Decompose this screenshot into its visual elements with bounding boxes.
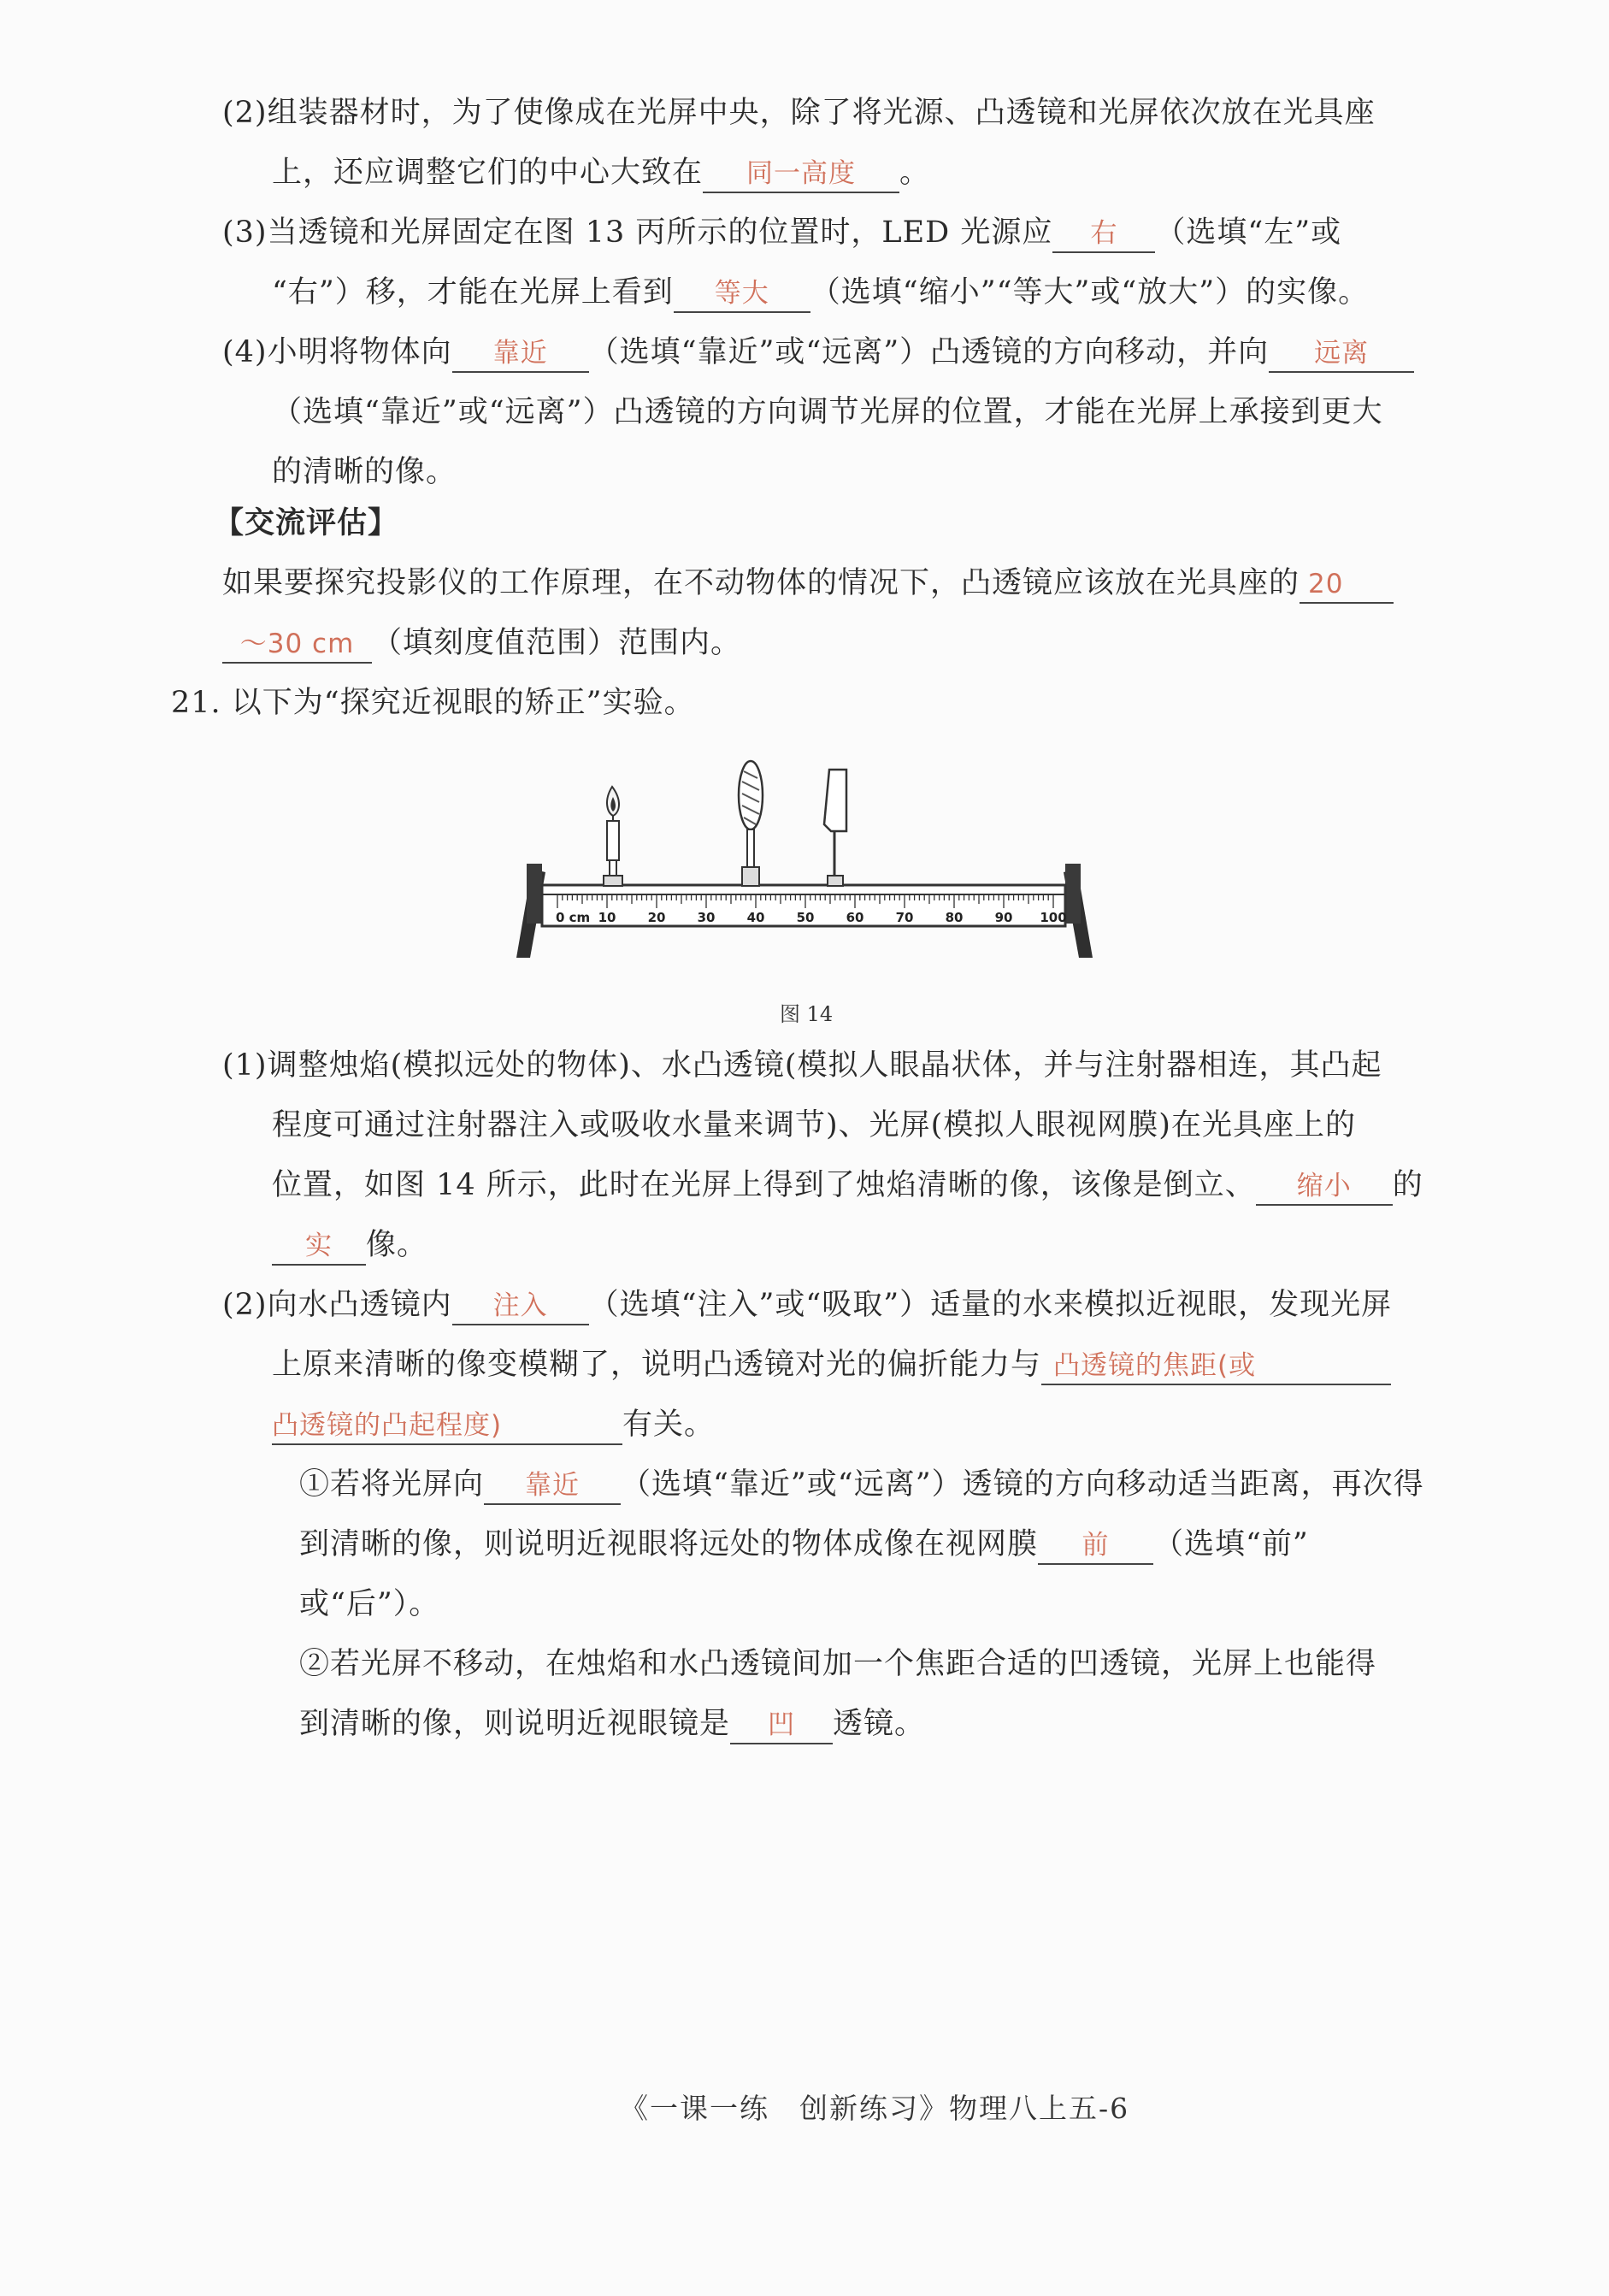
ruler-label: 90 bbox=[994, 910, 1013, 925]
answer-blank: 20 bbox=[1300, 566, 1394, 604]
screen-holder bbox=[828, 876, 843, 886]
figure-caption: 图 14 bbox=[780, 1002, 834, 1026]
answer-blank: 靠近 bbox=[484, 1467, 621, 1505]
answer-blank: ～30 cm bbox=[222, 626, 372, 664]
q21-sub1-line1: ①若将光屏向 靠近 （选填“靠近”或“远离”）透镜的方向移动适当距离，再次得 bbox=[299, 1464, 1424, 1505]
answer-blank: 远离 bbox=[1269, 335, 1414, 373]
q21-part2-line3: 凸透镜的凸起程度) 有关。 bbox=[272, 1404, 715, 1445]
optical-bench-figure bbox=[496, 753, 1094, 975]
answer-blank: 凹 bbox=[730, 1707, 833, 1744]
q20-part4-line2: （选填“靠近”或“远离”）凸透镜的方向调节光屏的位置，才能在光屏上承接到更大 bbox=[272, 395, 1383, 429]
ruler-label: 0 cm bbox=[556, 910, 591, 925]
answer-blank: 同一高度 bbox=[703, 156, 899, 193]
q21-title: 21. 以下为“探究近视眼的矫正”实验。 bbox=[171, 686, 695, 720]
ruler-label: 20 bbox=[647, 910, 666, 925]
bench-end-block-left bbox=[527, 864, 542, 924]
ruler-label: 30 bbox=[697, 910, 716, 925]
ruler-label: 50 bbox=[796, 910, 815, 925]
ruler-label: 70 bbox=[895, 910, 914, 925]
lens-holder bbox=[742, 867, 759, 886]
answer-blank: 凸透镜的焦距(或 bbox=[1041, 1348, 1391, 1385]
ruler-label: 80 bbox=[945, 910, 964, 925]
q20-part3-line1: (3)当透镜和光屏固定在图 13 丙所示的位置时，LED 光源应 右 （选填“左”或 bbox=[222, 212, 1341, 253]
q20-part2-line1: (2)组装器材时，为了使像成在光屏中央，除了将光源、凸透镜和光屏依次放在光具座 bbox=[222, 96, 1376, 130]
q20-part4-line1: (4)小明将物体向 靠近 （选填“靠近”或“远离”）凸透镜的方向移动，并向 远离 bbox=[222, 332, 1414, 373]
ruler-label: 60 bbox=[846, 910, 864, 925]
candle-holder bbox=[604, 876, 622, 886]
ruler-label: 10 bbox=[598, 910, 616, 925]
lens-body bbox=[739, 761, 763, 829]
light-screen bbox=[824, 770, 846, 886]
q20-part2-line2: 上，还应调整它们的中心大致在 同一高度 。 bbox=[272, 152, 930, 193]
water-convex-lens bbox=[739, 761, 763, 886]
q20-part3-line2: “右”）移，才能在光屏上看到 等大 （选填“缩小”“等大”或“放大”）的实像。 bbox=[272, 272, 1369, 313]
ruler-label: 40 bbox=[746, 910, 765, 925]
screen-panel bbox=[824, 770, 846, 831]
ruler-label: 100 bbox=[1040, 910, 1067, 925]
section-heading: 【交流评估】 bbox=[214, 505, 399, 540]
answer-blank: 靠近 bbox=[452, 335, 589, 373]
q21-sub2-line2: 到清晰的像，则说明近视眼镜是 凹 透镜。 bbox=[299, 1703, 925, 1744]
answer-blank: 缩小 bbox=[1256, 1168, 1393, 1206]
answer-blank: 右 bbox=[1052, 215, 1155, 253]
q21-part1-line3: 位置，如图 14 所示，此时在光屏上得到了烛焰清晰的像，该像是倒立、 缩小 的 bbox=[272, 1165, 1423, 1206]
answer-blank: 等大 bbox=[674, 275, 810, 313]
q21-part2-line2: 上原来清晰的像变模糊了，说明凸透镜对光的偏折能力与 凸透镜的焦距(或 bbox=[272, 1344, 1391, 1385]
bench-end-block-right bbox=[1065, 864, 1081, 924]
answer-blank: 注入 bbox=[452, 1288, 589, 1325]
candle bbox=[604, 787, 622, 886]
candle-body bbox=[607, 821, 619, 860]
q20-eval-line2: ～30 cm （填刻度值范围）范围内。 bbox=[222, 623, 741, 664]
lens-stand bbox=[747, 829, 754, 867]
q21-part1-line1: (1)调整烛焰(模拟远处的物体)、水凸透镜(模拟人眼晶状体，并与注射器相连，其凸起 bbox=[222, 1048, 1382, 1083]
q21-sub1-line2: 到清晰的像，则说明近视眼将远处的物体成像在视网膜 前 （选填“前” bbox=[299, 1524, 1309, 1565]
q21-part1-line2: 程度可通过注射器注入或吸收水量来调节)、光屏(模拟人眼视网膜)在光具座上的 bbox=[272, 1108, 1356, 1142]
q21-part2-line1: (2)向水凸透镜内 注入 （选填“注入”或“吸取”）适量的水来模拟近视眼，发现光屏 bbox=[222, 1284, 1392, 1325]
q21-sub1-line3: 或“后”）。 bbox=[299, 1587, 440, 1621]
q20-eval-line1: 如果要探究投影仪的工作原理，在不动物体的情况下，凸透镜应该放在光具座的 20 bbox=[222, 563, 1394, 604]
answer-blank: 前 bbox=[1038, 1527, 1153, 1565]
q20-part4-line3: 的清晰的像。 bbox=[272, 455, 457, 489]
answer-blank: 实 bbox=[272, 1228, 366, 1266]
q21-part1-line4: 实 像。 bbox=[272, 1225, 427, 1266]
q21-sub2-line1: ②若光屏不移动，在烛焰和水凸透镜间加一个焦距合适的凹透镜，光屏上也能得 bbox=[299, 1647, 1377, 1681]
page-footer: 《一课一练 创新练习》物理八上五-6 bbox=[620, 2092, 1130, 2125]
answer-blank: 凸透镜的凸起程度) bbox=[272, 1408, 622, 1445]
